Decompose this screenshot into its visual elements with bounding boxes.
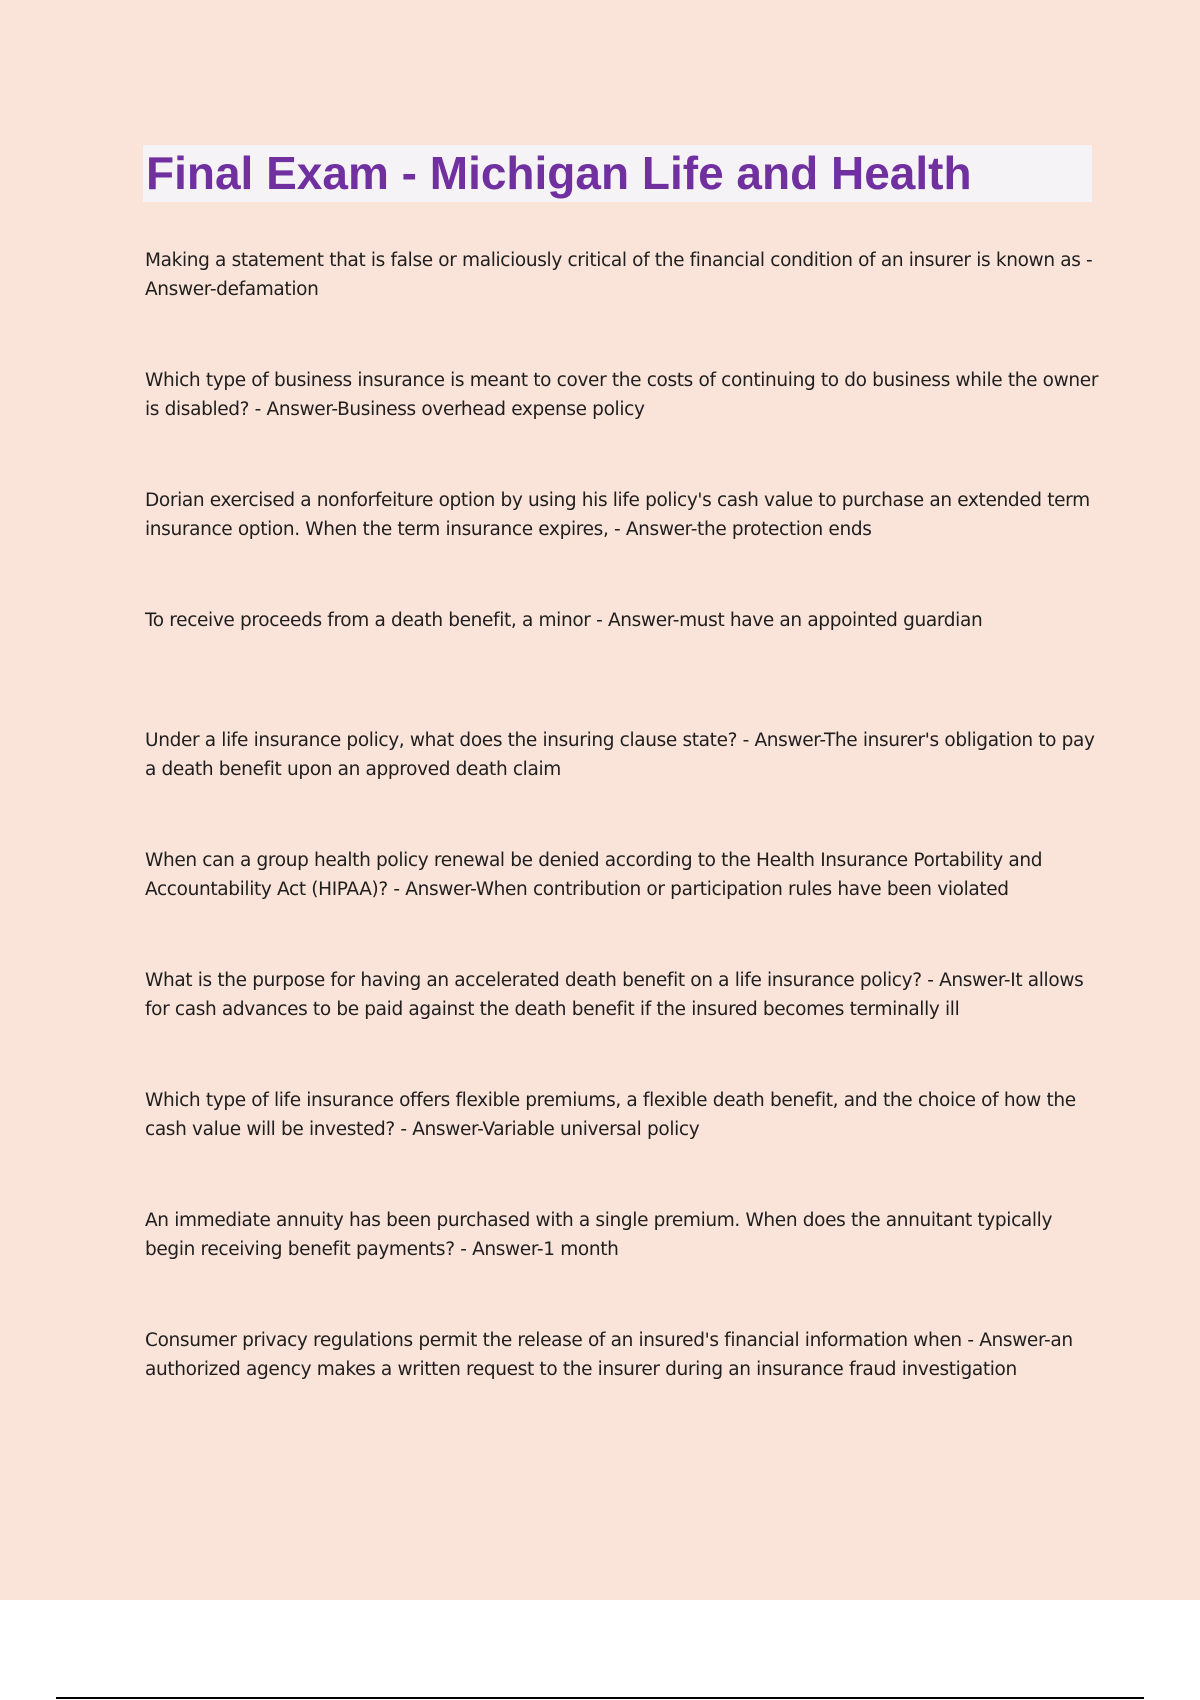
question-text: When can a group health policy renewal be denied according to the Health Insurance Portability and Accountability Act (HIPAA)? - xyxy=(145,850,1042,900)
answer-text: Answer-Variable universal policy xyxy=(412,1119,700,1140)
footer-divider xyxy=(56,1697,1144,1699)
answer-text: Answer-Business overhead expense policy xyxy=(266,399,645,420)
answer-text: Answer-When contribution or participation rules have been violated xyxy=(405,879,1009,900)
answer-text: Answer-must have an appointed guardian xyxy=(607,610,983,631)
qa-item xyxy=(145,846,1100,966)
qa-item xyxy=(145,606,1100,726)
answer-text: Answer-It allows for cash advances to be paid against the death benefit if the insured becomes terminally ill xyxy=(145,970,1084,1020)
question-text: To receive proceeds from a death benefit, a minor - xyxy=(145,610,608,631)
qa-item xyxy=(145,1326,1100,1446)
question-text: What is the purpose for having an accelerated death benefit on a life insurance policy? - xyxy=(145,970,939,991)
answer-text: Answer-defamation xyxy=(145,279,319,300)
qa-item xyxy=(145,726,1100,846)
question-text: Consumer privacy regulations permit the release of an insured's financial information when - xyxy=(145,1330,979,1351)
question-text: Which type of life insurance offers flexible premiums, a flexible death benefit, and the choice of how the cash value will be invested? - xyxy=(145,1090,1076,1140)
question-text: Making a statement that is false or maliciously critical of the financial condition of an insurer is known as - xyxy=(145,250,1092,271)
question-text: Under a life insurance policy, what does the insuring clause state? - xyxy=(145,730,754,751)
document-title: Final Exam - Michigan Life and Health xyxy=(146,147,972,199)
question-text: An immediate annuity has been purchased with a single premium. When does the annuitant typically begin receiving benefit payments? - xyxy=(145,1210,1052,1260)
answer-text: Answer-an authorized agency makes a written request to the insurer during an insurance fraud investigation xyxy=(145,1330,1073,1380)
qa-item xyxy=(145,366,1100,486)
question-text: Which type of business insurance is meant to cover the costs of continuing to do business while the owner is disabled? - xyxy=(145,370,1098,420)
answer-text: Answer-The insurer's obligation to pay a death benefit upon an approved death claim xyxy=(145,730,1095,780)
qa-item xyxy=(145,1086,1100,1206)
qa-item xyxy=(145,486,1100,606)
qa-item xyxy=(145,246,1100,366)
answer-text: Answer-the protection ends xyxy=(625,519,872,540)
answer-text: Answer-1 month xyxy=(472,1239,619,1260)
qa-item xyxy=(145,1206,1100,1326)
qa-item xyxy=(145,966,1100,1086)
question-text: Dorian exercised a nonforfeiture option by using his life policy's cash value to purchase an extended term insurance option. When the term insurance expires, - xyxy=(145,490,1090,540)
question-answer-list xyxy=(145,246,1100,1446)
